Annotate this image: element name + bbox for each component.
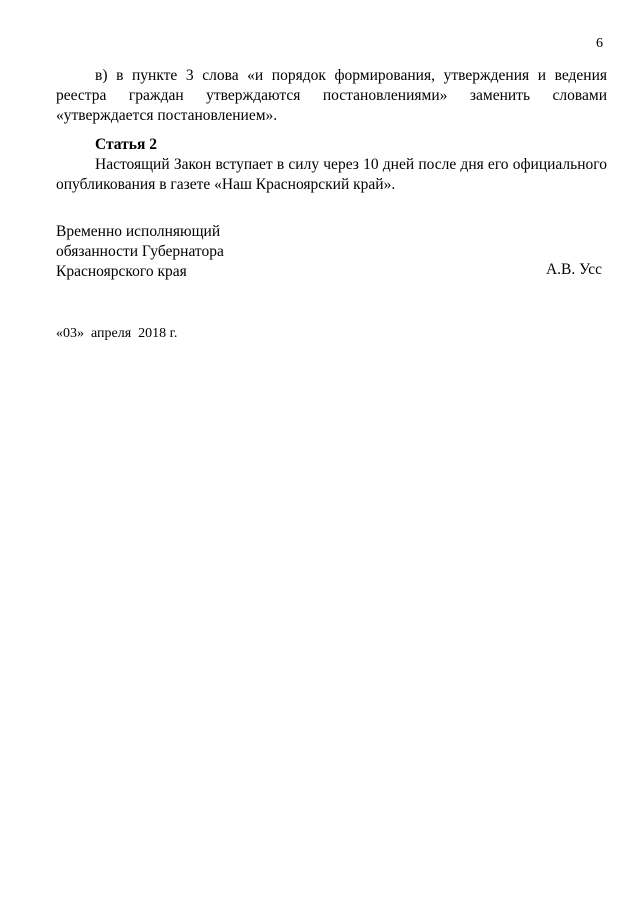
article-text: Настоящий Закон вступает в силу через 10 дней после дня его официального опубликования в газете «Наш Красноярский край».	[56, 156, 607, 193]
amendment-paragraph: в) в пункте 3 слова «и порядок формирования, утверждения и ведения реестра граждан утверждаются постановлениями» заменить словами «утверждается постановлением».	[56, 67, 607, 124]
signatory-title-line-1: Временно исполняющий	[56, 223, 221, 240]
amendment-paragraph-block	[56, 66, 607, 126]
signatory-title-line-3: Красноярского края	[56, 263, 187, 280]
document-date: «03» апреля 2018 г.	[56, 326, 178, 341]
signatory-name: А.В. Усс	[545, 261, 602, 278]
page-number: 6	[596, 36, 603, 51]
article-2-block	[56, 135, 607, 195]
signatory-title	[56, 222, 224, 282]
signatory-title-line-2: обязанности Губернатора	[56, 243, 224, 260]
article-heading: Статья 2	[95, 136, 157, 153]
